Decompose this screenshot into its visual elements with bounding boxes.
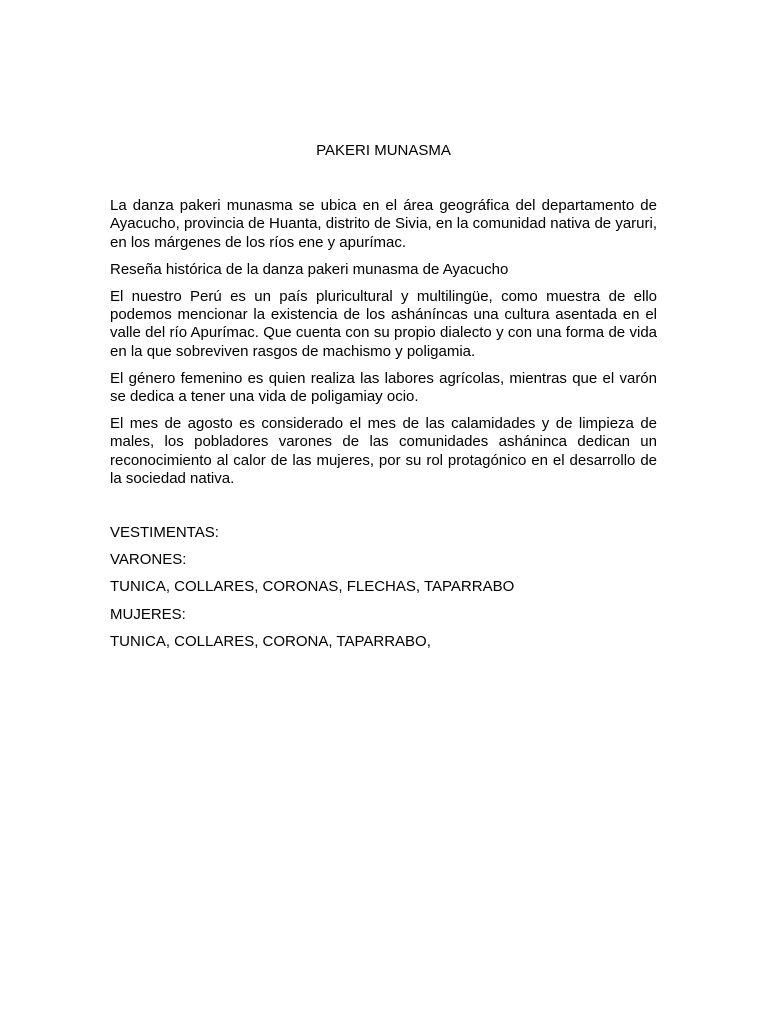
document-body <box>110 142 657 660</box>
paragraph-history-heading: Reseña histórica de la danza pakeri munasma de Ayacucho <box>110 260 509 278</box>
mujeres-label: MUJERES: <box>110 605 186 623</box>
mujeres-items: TUNICA, COLLARES, CORONA, TAPARRABO, <box>110 632 431 650</box>
varones-label: VARONES: <box>110 551 187 569</box>
title-spacer <box>110 160 657 197</box>
paragraph-location: La danza pakeri munasma se ubica en el área geográfica del departamento de Ayacucho, provincia de Huanta, distrito de Sivia, en la comunidad nativa de yaruri, en los márgenes de los ríos ene y apurímac. <box>110 197 657 251</box>
paragraph-gender: El género femenino es quien realiza las labores agrícolas, mientras que el varón se dedica a tener una vida de poligamiay ocio. <box>110 369 657 406</box>
vestimentas-heading: VESTIMENTAS: <box>110 524 219 542</box>
paragraph-august: El mes de agosto es considerado el mes de las calamidades y de limpieza de males, los pobladores varones de las comunidades asháninca dedican un reconocimiento al calor de las mujeres, por su rol protagónico en el desarrollo de la sociedad nativa. <box>110 415 657 487</box>
varones-items: TUNICA, COLLARES, CORONAS, FLECHAS, TAPARRABO <box>110 578 515 596</box>
paragraph-peru: El nuestro Perú es un país pluricultural y multilingüe, como muestra de ello podemos mencionar la existencia de los asháníncas una cultura asentada en el valle del río Apurímac. Que cuenta con su propio dialecto y con una forma de vida en la que sobreviven rasgos de machismo y poligamia. <box>110 288 657 360</box>
section-spacer <box>110 488 657 524</box>
document-title: PAKERI MUNASMA <box>316 142 451 159</box>
